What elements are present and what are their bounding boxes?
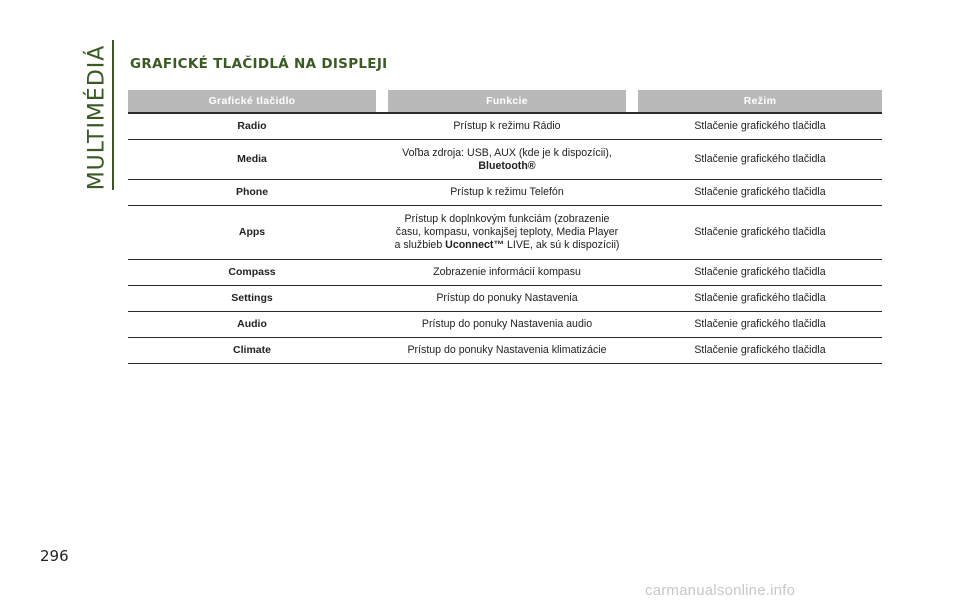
table-row xyxy=(128,338,882,364)
row-function xyxy=(388,206,626,260)
row-function xyxy=(388,140,626,180)
section-title: GRAFICKÉ TLAČIDLÁ NA DISPLEJI xyxy=(130,56,388,72)
row-function: Prístup do ponuky Nastavenia xyxy=(388,286,626,312)
header-function: Funkcie xyxy=(388,90,626,114)
table-row xyxy=(128,180,882,206)
cell-gap xyxy=(376,114,388,140)
function-line: času, kompasu, vonkajšej teploty, Media Player xyxy=(395,226,619,238)
cell-gap xyxy=(376,180,388,206)
function-bold: Uconnect™ xyxy=(445,239,505,251)
row-mode: Stlačenie grafického tlačidla xyxy=(638,286,882,312)
cell-gap xyxy=(626,114,638,140)
cell-gap xyxy=(626,338,638,364)
row-button-name: Compass xyxy=(128,260,376,286)
table-row xyxy=(128,312,882,338)
table-row xyxy=(128,286,882,312)
cell-gap xyxy=(376,260,388,286)
row-button-name: Media xyxy=(128,140,376,180)
row-button-name: Radio xyxy=(128,114,376,140)
row-function: Prístup k režimu Rádio xyxy=(388,114,626,140)
table-row xyxy=(128,260,882,286)
row-function: Prístup do ponuky Nastavenia audio xyxy=(388,312,626,338)
row-function: Zobrazenie informácií kompasu xyxy=(388,260,626,286)
table-row xyxy=(128,114,882,140)
page-number: 296 xyxy=(40,547,69,565)
chapter-side-title xyxy=(80,45,114,190)
cell-gap xyxy=(376,140,388,180)
table-header-row xyxy=(128,90,882,114)
table-row xyxy=(128,206,882,260)
cell-gap xyxy=(626,286,638,312)
function-line-bold: Bluetooth® xyxy=(478,159,536,172)
cell-gap xyxy=(626,260,638,286)
chapter-divider xyxy=(112,40,114,190)
row-mode: Stlačenie grafického tlačidla xyxy=(638,140,882,180)
row-button-name: Apps xyxy=(128,206,376,260)
row-button-name: Settings xyxy=(128,286,376,312)
cell-gap xyxy=(626,180,638,206)
cell-gap xyxy=(376,338,388,364)
function-prefix: a službieb xyxy=(394,239,443,251)
function-line: Voľba zdroja: USB, AUX (kde je k dispozícii), xyxy=(402,146,612,159)
row-button-name: Phone xyxy=(128,180,376,206)
row-mode: Stlačenie grafického tlačidla xyxy=(638,180,882,206)
row-button-name: Climate xyxy=(128,338,376,364)
cell-gap xyxy=(626,312,638,338)
row-button-name: Audio xyxy=(128,312,376,338)
buttons-table xyxy=(128,90,882,364)
chapter-title: MULTIMÉDIÁ xyxy=(84,44,110,191)
cell-gap xyxy=(626,140,638,180)
table-row xyxy=(128,140,882,180)
header-button: Grafické tlačidlo xyxy=(128,90,376,114)
header-gap xyxy=(626,90,638,114)
row-function: Prístup k režimu Telefón xyxy=(388,180,626,206)
row-function: Prístup do ponuky Nastavenia klimatizácie xyxy=(388,338,626,364)
row-mode: Stlačenie grafického tlačidla xyxy=(638,312,882,338)
row-mode: Stlačenie grafického tlačidla xyxy=(638,114,882,140)
header-gap xyxy=(376,90,388,114)
row-mode: Stlačenie grafického tlačidla xyxy=(638,260,882,286)
row-mode: Stlačenie grafického tlačidla xyxy=(638,338,882,364)
function-suffix: LIVE, ak sú k dispozícii) xyxy=(507,239,620,251)
cell-gap xyxy=(626,206,638,260)
function-line: Prístup k doplnkovým funkciám (zobrazenie xyxy=(404,213,610,225)
function-line xyxy=(392,239,622,252)
cell-gap xyxy=(376,206,388,260)
header-mode: Režim xyxy=(638,90,882,114)
cell-gap xyxy=(376,286,388,312)
watermark-text: carmanualsonline.info xyxy=(645,582,796,599)
cell-gap xyxy=(376,312,388,338)
row-mode: Stlačenie grafického tlačidla xyxy=(638,206,882,260)
